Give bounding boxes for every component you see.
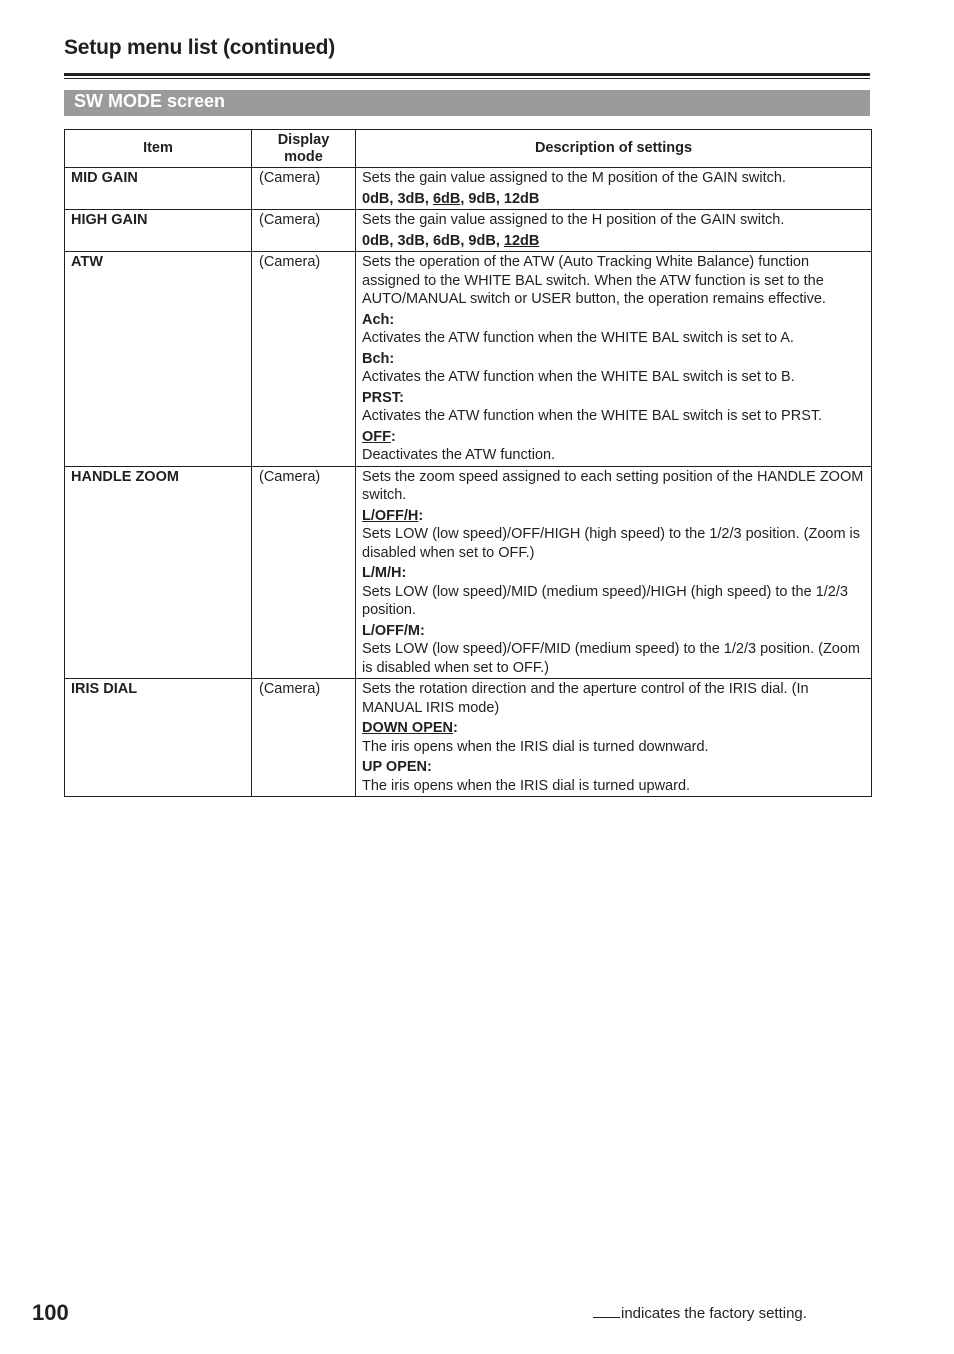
option-label: L/M/H [362, 565, 402, 581]
option-label: UP OPEN [362, 759, 428, 775]
setting-values: 0dB, 3dB, 6dB, 9dB, 12dB [362, 232, 540, 249]
setting-value: 6dB [432, 232, 461, 249]
option-description: Activates the ATW function when the WHITE BAL switch is set to B. [362, 369, 795, 385]
option-label: DOWN OPEN [362, 720, 454, 736]
option-name: L/OFF/M: [362, 622, 425, 639]
option-description: Sets LOW (low speed)/OFF/HIGH (high speed) to the 1/2/3 position. (Zoom is disabled when set to OFF.) [362, 526, 861, 561]
description [356, 210, 872, 252]
option-name: DOWN OPEN: [362, 720, 458, 736]
table-header-row [65, 130, 872, 168]
option-label: L/OFF/H [362, 507, 419, 524]
item-name: MID GAIN [65, 168, 252, 210]
option-name: PRST: [362, 389, 404, 406]
display-mode: (Camera) [252, 168, 356, 210]
section-title: SW MODE screen [74, 91, 226, 111]
option-label: Bch [362, 350, 390, 367]
option-description: The iris opens when the IRIS dial is turned upward. [362, 777, 691, 794]
column-header-description: Description of settings [356, 130, 872, 168]
setting-value: 9dB [468, 232, 496, 249]
option-description: Activates the ATW function when the WHITE BAL switch is set to A. [362, 330, 794, 346]
description-text: Sets the rotation direction and the aperture control of the IRIS dial. (In MANUAL IRIS mode) [362, 681, 809, 716]
display-mode: (Camera) [252, 466, 356, 679]
table-row [65, 679, 872, 797]
table-row [65, 466, 872, 679]
setting-value: 3dB [397, 190, 425, 207]
table-row [65, 210, 872, 252]
option-label: Ach [362, 311, 390, 328]
display-mode: (Camera) [252, 252, 356, 467]
item-name: HIGH GAIN [65, 210, 252, 252]
option-name: OFF: [362, 428, 396, 445]
setting-values: 0dB, 3dB, 6dB, 9dB, 12dB [362, 190, 540, 207]
description-text: Sets the operation of the ATW (Auto Tracking White Balance) function assigned to the WHITE BAL switch. When the ATW function is set to the AUTO/MANUAL switch or USER button, the operation remains effective. [362, 254, 826, 307]
option-description: Sets LOW (low speed)/OFF/MID (medium speed) to the 1/2/3 position. (Zoom is disabled when set to OFF.) [362, 641, 861, 676]
display-mode: (Camera) [252, 679, 356, 797]
title-rule [64, 73, 870, 76]
option-description: The iris opens when the IRIS dial is turned downward. [362, 738, 709, 755]
option-description: Sets LOW (low speed)/MID (medium speed)/HIGH (high speed) to the 1/2/3 position. [362, 583, 848, 618]
column-header-display-mode: Display mode [252, 130, 356, 168]
option-name: L/M/H: [362, 565, 407, 581]
option-description: Activates the ATW function when the WHITE BAL switch is set to PRST. [362, 408, 823, 424]
column-header-item: Item [65, 130, 252, 168]
option-label: OFF [362, 428, 391, 445]
table-row [65, 168, 872, 210]
setting-value: 0dB [362, 190, 390, 207]
option-description: Deactivates the ATW function. [362, 447, 556, 463]
description [356, 679, 872, 797]
display-mode: (Camera) [252, 210, 356, 252]
page-number: 100 [32, 1300, 69, 1325]
description [356, 466, 872, 679]
setting-value: 3dB [397, 232, 425, 249]
option-label: PRST [362, 389, 400, 406]
option-name: UP OPEN: [362, 759, 432, 775]
item-name: ATW [65, 252, 252, 467]
table-row [65, 252, 872, 467]
table-body [65, 168, 872, 797]
description-text: Sets the zoom speed assigned to each setting position of the HANDLE ZOOM switch. [362, 468, 864, 503]
section-header [64, 90, 870, 116]
option-name: Bch: [362, 350, 395, 367]
setting-value: 6dB [432, 190, 461, 207]
item-name: IRIS DIAL [65, 679, 252, 797]
factory-setting-note-text: indicates the factory setting. [621, 1305, 807, 1322]
option-name: L/OFF/H: [362, 507, 424, 524]
setting-value: 12dB [503, 232, 540, 249]
setting-value: 0dB [362, 232, 390, 249]
title-rule-thin [64, 78, 870, 79]
item-name: HANDLE ZOOM [65, 466, 252, 679]
option-label: L/OFF/M [362, 622, 420, 639]
underline-legend-mark [593, 1303, 620, 1318]
setting-value: 9dB [468, 190, 496, 207]
description-text: Sets the gain value assigned to the H position of the GAIN switch. [362, 212, 785, 228]
description [356, 168, 872, 210]
setting-value: 12dB [503, 190, 540, 207]
factory-setting-note [593, 1303, 807, 1322]
page-title: Setup menu list (continued) [64, 36, 336, 59]
settings-table [64, 129, 872, 797]
option-name: Ach: [362, 311, 395, 328]
description [356, 252, 872, 467]
description-text: Sets the gain value assigned to the M position of the GAIN switch. [362, 170, 786, 186]
